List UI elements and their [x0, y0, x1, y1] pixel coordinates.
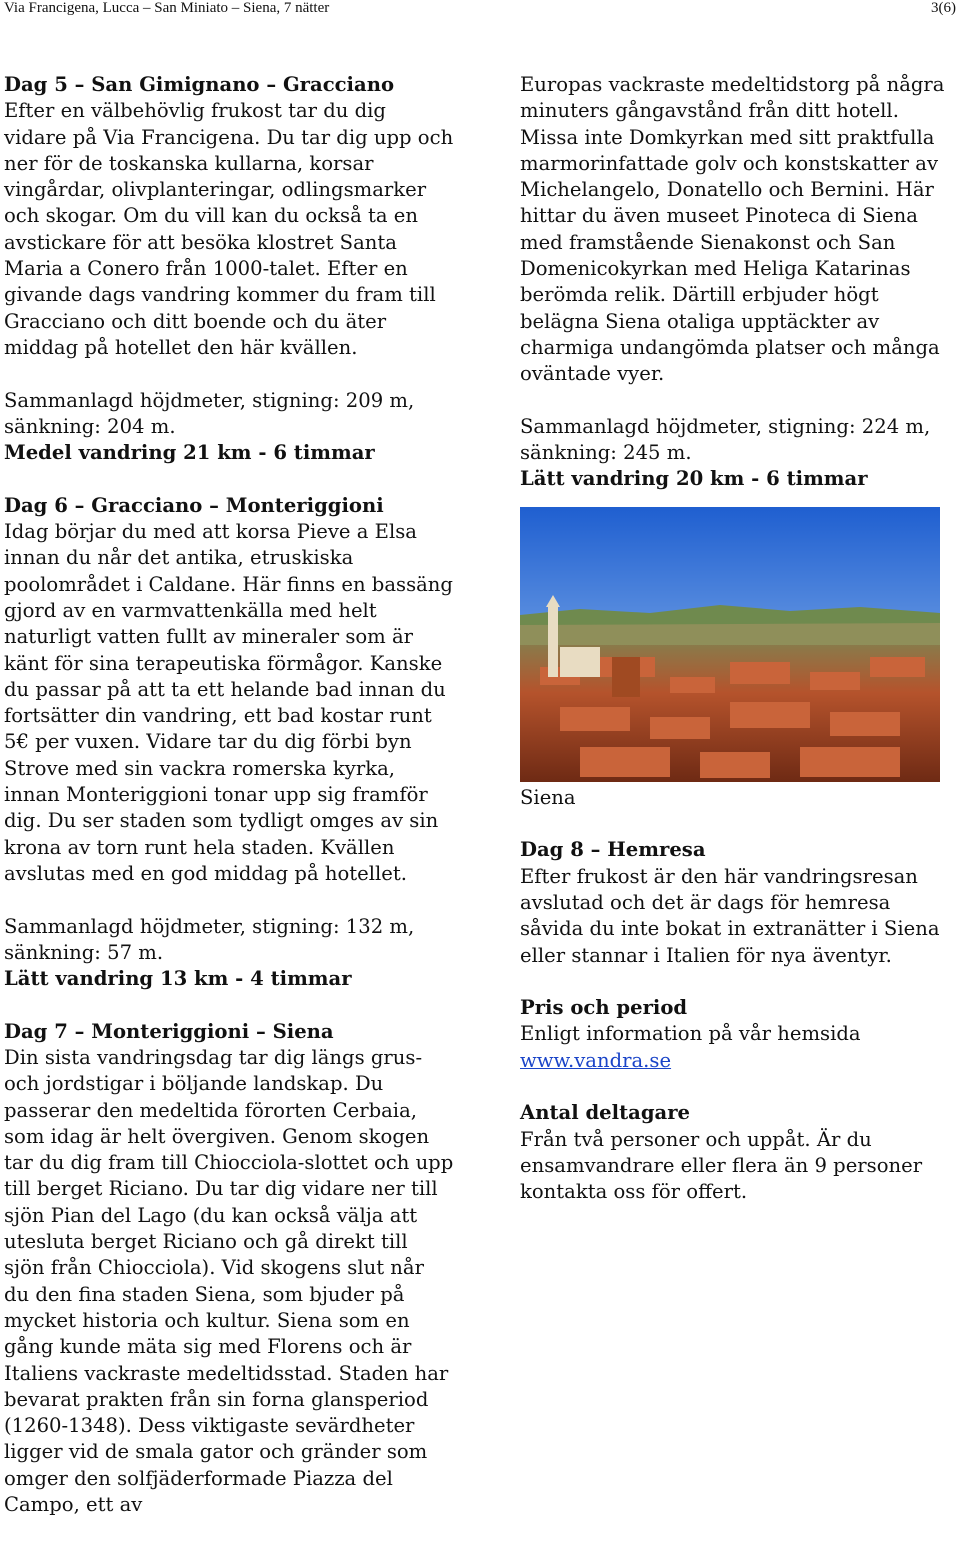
day5-section: [4, 72, 454, 466]
document-title: Via Francigena, Lucca – San Miniato – Siena, 7 nätter: [4, 0, 330, 16]
day7-text-left: Din sista vandringsdag tar dig längs grus- och jordstigar i böljande landskap. Du passerar den medeltida förorten Cerbaia, som idag är helt övergiven. Genom skogen tar du dig fram till Chiocciola-slottet och upp till berget Riciano. Du tar dig vidare ner till sjön Pian del Lago (du kan också välja att utesluta berget Riciano och gå direkt till sjön från Chiocciola). Vid skogens slut når du den fina staden Siena, som bjuder på mycket historia och kultur. Siena som en gång kunde mäta sig med Florens och är Italiens vackraste medeltidsstad. Staden har bevarat prakten från sin forna glansperiod (1260-1348). Dess viktigaste sevärdheter ligger vid de smala gator och gränder som omger den solfjäderformade Piazza del Campo, ett av: [4, 1045, 454, 1517]
day6-text: Idag börjar du med att korsa Pieve a Elsa innan du når det antika, etruskiska poolområdet i Caldane. Här finns en bassäng gjord av en varmvattenkälla med helt naturligt vatten fullt av mineraler som är känt för sina terapeutiska förmågor. Kanske du passar på att ta ett helande bad innan du fortsätter din vandring, ett bad kostar runt 5€ per vuxen. Vidare tar du dig förbi byn Strove med sin vackra romerska kyrka, innan Monteriggioni tonar upp sig framför dig. Du ser staden som tydligt omges av sin krona av torn runt hela staden. Kvällen avslutas med en god middag på hotellet.: [4, 520, 453, 885]
day5-summary: Medel vandring 21 km - 6 timmar: [4, 441, 375, 465]
siena-panorama-image: [520, 507, 940, 782]
day6-summary: Lätt vandring 13 km - 4 timmar: [4, 967, 352, 991]
day6-section: [4, 493, 454, 993]
page-number: 3(6): [931, 0, 956, 16]
day7-stats: Sammanlagd höjdmeter, stigning: 224 m, sänkning: 245 m.: [520, 414, 931, 465]
day5-stats: Sammanlagd höjdmeter, stigning: 209 m, sänkning: 204 m.: [4, 388, 415, 438]
price-title: Pris och period: [520, 996, 688, 1020]
participants-title: Antal deltagare: [520, 1101, 691, 1125]
day6-stats: Sammanlagd höjdmeter, stigning: 132 m, sänkning: 57 m.: [4, 914, 415, 964]
photo-caption: Siena: [520, 785, 576, 809]
day7-section: [4, 1019, 454, 1519]
participants-text: Från två personer och uppåt. Är du ensamvandrare eller flera än 9 personer kontakta oss för offert.: [520, 1127, 923, 1204]
website-link[interactable]: www.vandra.se: [520, 1048, 672, 1072]
day8-title: Dag 8 – Hemresa: [520, 838, 706, 862]
participants-section: [520, 1100, 952, 1205]
day7-title: Dag 7 – Monteriggioni – Siena: [4, 1019, 334, 1043]
day7-text-right: Europas vackraste medeltidstorg på några minuters gångavstånd från ditt hotell. Missa inte Domkyrkan med sitt praktfulla marmorinfattade golv och konstskatter av Michelangelo, Donatello och Bernini. Här hittar du även museet Pinoteca di Siena med framstående Sienakonst och San Domenicokyrkan med Heliga Katarinas berömda relik. Därtill erbjuder högt belägna Siena otaliga upptäckter av charmiga undangömda platser och många oväntade vyer.: [520, 73, 945, 386]
right-column: [520, 72, 952, 1206]
page-header: [0, 0, 960, 22]
day5-text: Efter en välbehövlig frukost tar du dig vidare på Via Francigena. Du tar dig upp och ner för de toskanska kullarna, korsar vingårdar, olivplanteringar, odlingsmarker och skogar. Om du vill kan du också ta en avstickare för att besöka klostret Santa Maria a Conero från 1000-talet. Efter en givande dags vandring kommer du fram till Gracciano och ditt boende och du äter middag på hotellet den här kvällen.: [4, 99, 454, 359]
day8-text: Efter frukost är den här vandringsresan avslutad och det är dags för hemresa såvida du inte bokat in extranätter i Siena eller stannar i Italien för nya äventyr.: [520, 864, 940, 967]
day7-summary: Lätt vandring 20 km - 6 timmar: [520, 467, 868, 491]
price-section: [520, 995, 952, 1074]
day5-title: Dag 5 – San Gimignano – Gracciano: [4, 73, 395, 96]
price-text: Enligt information på vår hemsida: [520, 1022, 861, 1046]
day6-title: Dag 6 – Gracciano – Monteriggioni: [4, 493, 384, 517]
left-column: [4, 72, 454, 1518]
day8-section: [520, 837, 952, 968]
siena-photo: [520, 507, 940, 782]
